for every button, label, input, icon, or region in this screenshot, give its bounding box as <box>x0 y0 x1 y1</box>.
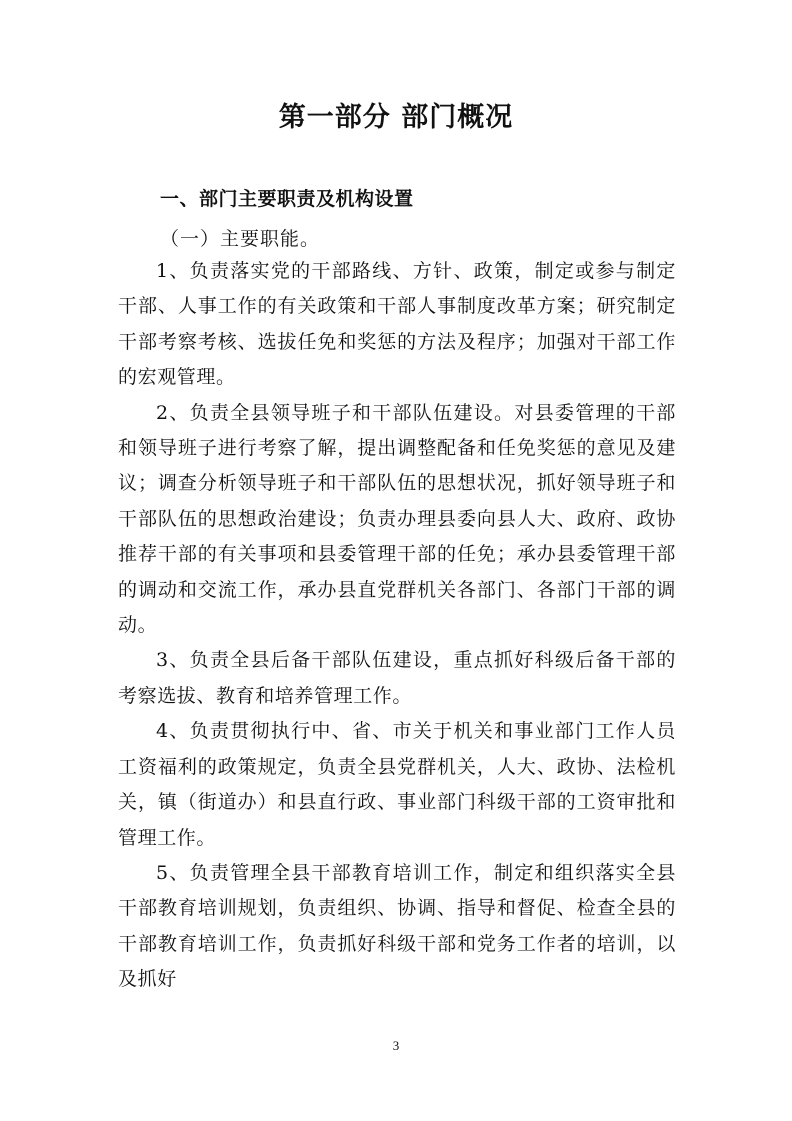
section-heading: 一、部门主要职责及机构设置 <box>160 188 414 210</box>
page-number: 3 <box>392 1038 400 1053</box>
sub-heading: （一）主要职能。 <box>160 228 321 250</box>
paragraph-2: 2、负责全县领导班子和干部队伍建设。对县委管理的干部和领导班子进行考察了解，提出调整配备和任免奖惩的意见及建议；调查分析领导班子和干部队伍的思想状况，抓好领导班子和干部队伍的思想政治建设；负责办理县委向县人大、政府、政协推荐干部的有关事项和县委管理干部的任免；承办县委管理干部的调动和交流工作，承办县直党群机关各部门、各部门干部的调动。 <box>118 401 676 637</box>
paragraph-1: 1、负责落实党的干部路线、方针、政策，制定或参与制定干部、人事工作的有关政策和干部人事制度改革方案；研究制定干部考察考核、选拔任免和奖惩的方法及程序；加强对干部工作的宏观管理。 <box>118 260 676 389</box>
page-title: 第一部分 部门概况 <box>278 102 514 133</box>
body-text <box>118 254 676 998</box>
paragraph-3: 3、负责全县后备干部队伍建设，重点抓好科级后备干部的考察选拔、教育和培养管理工作。 <box>118 649 676 707</box>
paragraph-4: 4、负责贯彻执行中、省、市关于机关和事业部门工作人员工资福利的政策规定，负责全县党群机关，人大、政协、法检机关，镇（街道办）和县直行政、事业部门科级干部的工资审批和管理工作。 <box>118 720 676 849</box>
paragraph-5: 5、负责管理全县干部教育培训工作，制定和组织落实全县干部教育培训规划，负责组织、协调、指导和督促、检查全县的干部教育培训工作，负责抓好科级干部和党务工作者的培训，以及抓好 <box>118 861 676 991</box>
